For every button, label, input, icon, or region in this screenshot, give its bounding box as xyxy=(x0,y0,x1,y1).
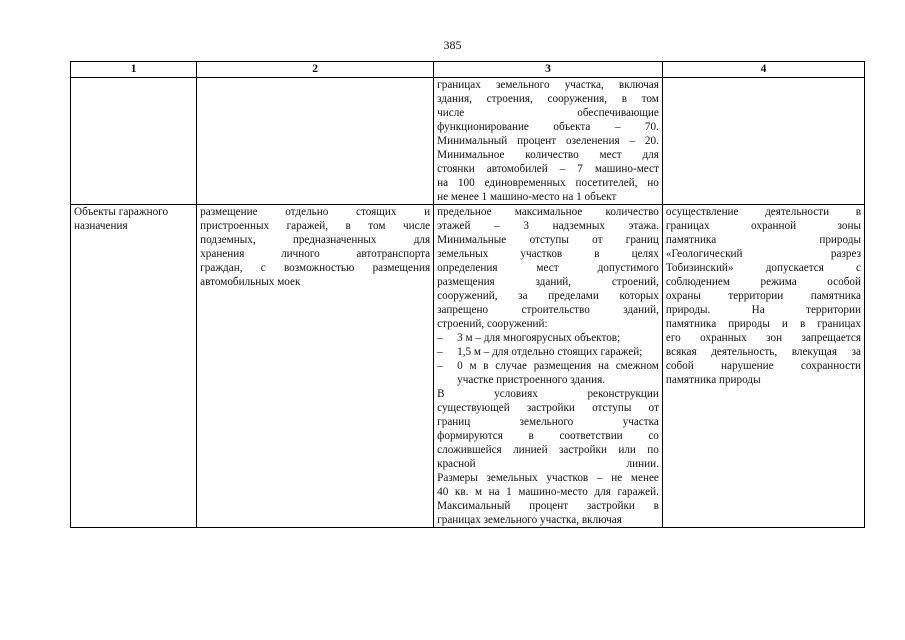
text-line: земельных участков в целях xyxy=(437,248,659,260)
text-line: числе обеспечивающие xyxy=(437,107,659,119)
restrictions-text xyxy=(666,205,861,387)
list-item xyxy=(437,359,659,387)
text-line: автомобильных моек xyxy=(200,276,301,288)
text-line: природы. На территории xyxy=(665,304,861,316)
list-item xyxy=(437,345,659,359)
column-header-4: 4 xyxy=(662,62,864,78)
text-line: Тобизинский» допускается с xyxy=(665,262,861,274)
list-item-text: 3 м – для многоярусных объектов; xyxy=(457,332,621,344)
row1-col2-cell xyxy=(197,78,434,205)
text-line: хранения личного автотранспорта xyxy=(200,248,431,260)
text-line: на 100 единовременных посетителей, но xyxy=(437,177,659,189)
object-type-text xyxy=(74,205,193,233)
text-line: соблюдением режима особой xyxy=(665,276,861,288)
text-line: Максимальный процент застройки в xyxy=(437,500,659,512)
text-line: сложившейся линией застройки или по xyxy=(437,444,659,456)
text-line: красной линии. xyxy=(437,458,659,470)
text-line: подземных, предназначенных для xyxy=(200,234,431,246)
text-line: памятника природы xyxy=(665,234,861,246)
setback-list xyxy=(437,331,659,387)
list-item-text: 1,5 м – для отдельно стоящих гаражей; xyxy=(457,346,643,358)
text-line: его охранных зон запрещается xyxy=(665,332,861,344)
list-item xyxy=(437,331,659,345)
text-line: В условиях реконструкции xyxy=(437,388,659,400)
dash-bullet-icon: – xyxy=(437,360,443,372)
column-header-3: 3 xyxy=(434,62,663,78)
text-line: границах охранной зоны xyxy=(665,220,861,232)
text-line: Размеры земельных участков – не менее xyxy=(437,472,659,484)
regulations-table xyxy=(70,61,865,528)
table-row xyxy=(71,205,865,528)
restrictions-cell xyxy=(662,205,864,528)
text-line: определения мест допустимого xyxy=(437,262,659,274)
header-row xyxy=(71,62,865,78)
text-line: Минимальный процент озеленения – 20. xyxy=(437,135,659,147)
text-line: охраны территории памятника xyxy=(665,290,861,302)
text-line: размещение отдельно стоящих и xyxy=(200,206,431,218)
text-line: функционирование объекта – 70. xyxy=(437,121,659,133)
row1-col1-cell xyxy=(71,78,197,205)
text-line: граждан, с возможностью размещения xyxy=(200,262,431,274)
text-line: Объекты гаражного xyxy=(74,206,169,218)
permitted-use-cell xyxy=(197,205,434,528)
permitted-use-text xyxy=(200,205,430,289)
text-line: границ земельного участка xyxy=(437,416,659,428)
text-line: «Геологический разрез xyxy=(665,248,861,260)
parameters-outro-text xyxy=(437,387,659,527)
text-line: границах земельного участка, включая xyxy=(437,79,659,91)
text-line: Минимальное количество мест для xyxy=(437,149,659,161)
text-line: Минимальные отступы от границ xyxy=(437,234,659,246)
parameters-cell xyxy=(434,205,663,528)
text-line: назначения xyxy=(74,220,128,232)
text-line: пристроенных гаражей, в том числе xyxy=(200,220,431,232)
list-item-text: 0 м в случае размещения на смежном участке пристроенного здания. xyxy=(457,360,659,386)
text-line: предельное максимальное количество xyxy=(437,206,659,218)
row1-col4-cell xyxy=(662,78,864,205)
object-type-cell xyxy=(71,205,197,528)
text-line: этажей – 3 надземных этажа. xyxy=(437,220,659,232)
text-line: запрещено строительство зданий, xyxy=(437,304,659,316)
text-line: стоянки автомобилей – 7 машино-мест xyxy=(437,163,659,175)
column-header-1: 1 xyxy=(71,62,197,78)
text-line: не менее 1 машино-место на 1 объект xyxy=(437,191,617,203)
text-line: всякая деятельность, влекущая за xyxy=(665,346,861,358)
text-line: осуществление деятельности в xyxy=(665,206,861,218)
text-line: собой нарушение сохранности xyxy=(665,360,861,372)
dash-bullet-icon: – xyxy=(437,346,443,358)
parameters-intro-text xyxy=(437,205,659,331)
text-line: границах земельного участка, включая xyxy=(437,514,622,526)
text-line: памятника природы и в границах xyxy=(665,318,861,330)
column-header-2: 2 xyxy=(197,62,434,78)
text-line: сооружений, за пределами которых xyxy=(437,290,659,302)
text-line: формируются в соответствии со xyxy=(437,430,659,442)
text-line: здания, строения, сооружения, в том xyxy=(437,93,659,105)
text-line: строений, сооружений: xyxy=(437,318,548,330)
text-line: размещения зданий, строений, xyxy=(437,276,659,288)
table-row xyxy=(71,78,865,205)
row1-col3-cell xyxy=(434,78,663,205)
text-line: памятника природы xyxy=(665,374,761,386)
row1-col3-text xyxy=(437,78,659,204)
text-line: 40 кв. м на 1 машино-место для гаражей. xyxy=(437,486,659,498)
page-number: 385 xyxy=(443,38,462,52)
text-line: существующей застройки отступы от xyxy=(437,402,659,414)
dash-bullet-icon: – xyxy=(437,332,443,344)
